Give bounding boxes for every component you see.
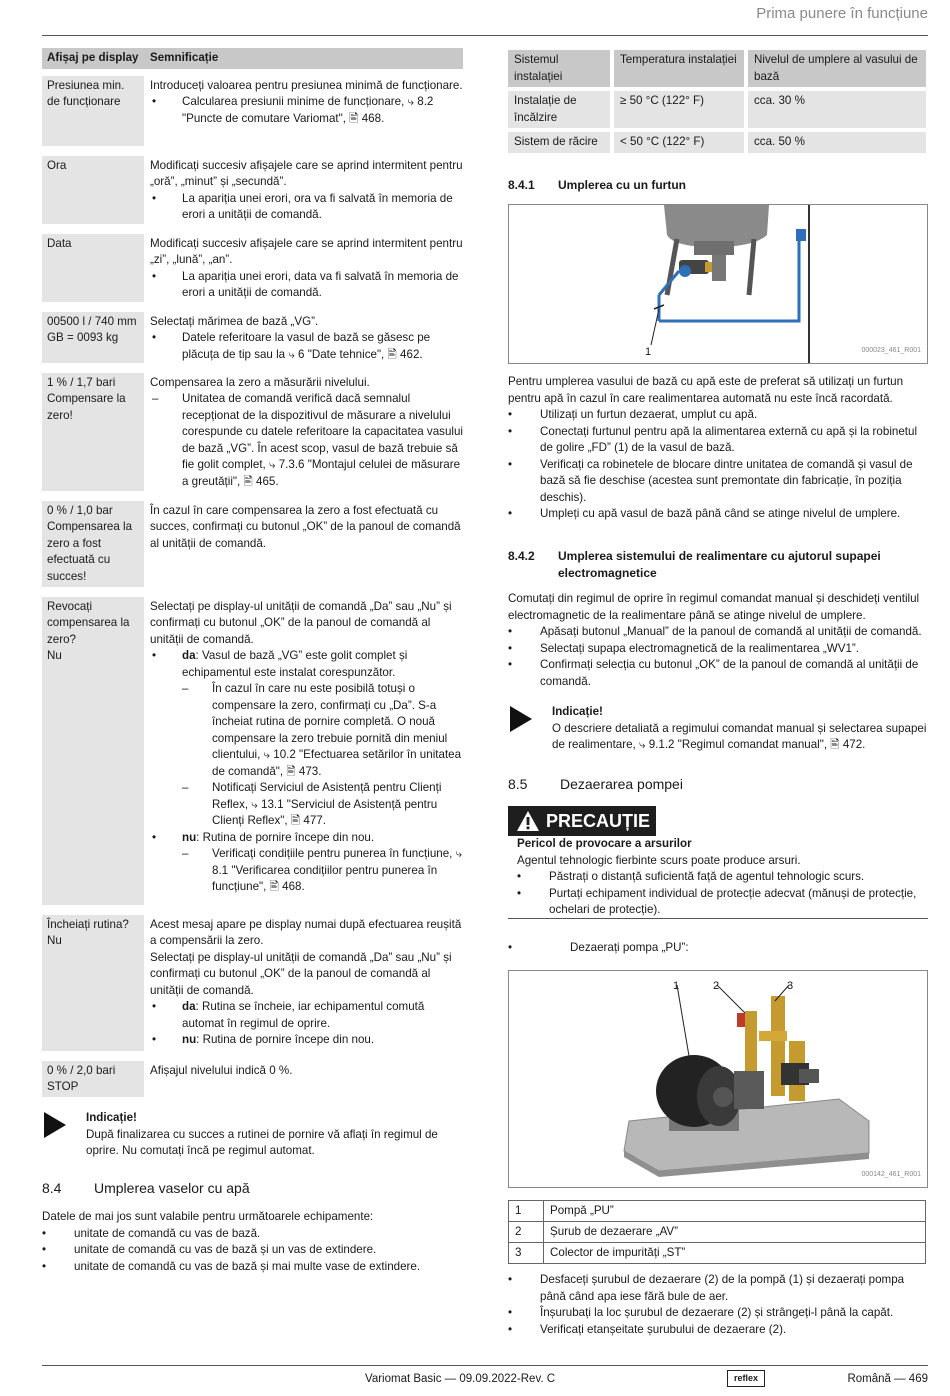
bullet-mark: • (152, 1033, 157, 1046)
bullet-mark: • (152, 1000, 157, 1013)
list-text: Confirmați selecția cu butonul „OK” de la panoul de comandă al unității de comandă. (540, 658, 919, 688)
list-item (508, 1272, 928, 1305)
table-header (42, 48, 463, 69)
table-row (42, 501, 463, 587)
bullet-list (508, 624, 928, 690)
table-cell: Colector de impurități „ST” (544, 1243, 926, 1264)
bullet-mark: • (508, 941, 513, 954)
row-key-line: Nu (47, 934, 62, 947)
dash-item (180, 780, 463, 830)
hose-fill-figure (508, 204, 928, 364)
section-number: 8.4.1 (508, 178, 535, 192)
note-title: Indicație! (552, 705, 603, 718)
keyword-text: : Rutina se încheie, iar echipamentul comută automat în regimul de oprire. (182, 1000, 425, 1030)
bullet-text (182, 648, 463, 681)
footer-document-info: Variomat Basic — 09.09.2022-Rev. C (365, 1373, 556, 1385)
row-key (42, 597, 144, 905)
section-title: Umplerea cu un furtun (558, 178, 687, 192)
dash-mark: – (182, 847, 189, 860)
list-item (508, 624, 928, 641)
list-item (508, 506, 928, 523)
table-row (42, 234, 463, 302)
figure-callout: 3 (787, 980, 794, 992)
bullet-mark: • (508, 507, 513, 520)
row-key: 1 % / 1,7 bari Compensare la zero! (42, 373, 144, 491)
table-cell: < 50 °C (122° F) (614, 132, 744, 153)
table-row (509, 1222, 926, 1243)
list-text: Umpleți cu apă vasul de bază până când se atinge nivelul de umplere. (540, 507, 901, 520)
list-item (508, 424, 928, 457)
list-text: unitate de comandă cu vas de bază. (74, 1226, 261, 1240)
table-row (42, 597, 463, 905)
figure-code: 000023_461_R001 (861, 346, 921, 354)
bullet-mark: • (508, 424, 513, 438)
bullet-text (182, 830, 463, 847)
bullet-mark: • (152, 269, 157, 283)
note-body: O descriere detaliată a regimului comandat manual și selectarea supapei de realimentare, ⤷ 9.1.2 "Regimul comandat manual", 🖹 472. (552, 721, 927, 751)
table-row (509, 1201, 926, 1222)
section-heading (42, 1180, 250, 1197)
bullet-mark: • (508, 625, 513, 638)
warning-icon (516, 810, 540, 832)
bullet-mark: • (517, 886, 522, 900)
row-value (144, 234, 463, 302)
dash-item (180, 681, 463, 780)
section-number: 8.5 (508, 776, 528, 792)
section-body (508, 374, 928, 523)
note-box (44, 1110, 444, 1160)
note-text (86, 1110, 444, 1160)
list-text: Purtați echipament individual de protecție adecvat (mănuși de protecție, ochelari de protecție). (549, 886, 917, 916)
list-text: Păstrați o distanță suficientă față de agentul tehnologic scurs. (549, 870, 865, 883)
display-meaning-table (42, 48, 463, 1107)
bullet-mark: • (152, 830, 157, 844)
table-row (42, 1061, 463, 1097)
pump-figure (508, 970, 928, 1188)
keyword: da (182, 649, 196, 662)
table-cell: 3 (509, 1243, 544, 1264)
figure-callout: 1 (673, 980, 680, 992)
note-arrow-icon (510, 706, 532, 732)
list-text: Verificați ca robinetele de blocare dintre unitatea de comandă și vasul de bază să fie deschise (acestea sunt premontate din fabricație, în poziția deschis). (540, 457, 913, 504)
dash-mark: – (182, 682, 189, 695)
row-text: Afișajul nivelului indică 0 %. (150, 1063, 293, 1077)
row-text: Selectați mărimea de bază „VG”. (150, 314, 319, 328)
table-cell: Pompă „PU” (544, 1201, 926, 1222)
bullet-text: Calcularea presiunii minime de funcționare, ⤷ 8.2 "Puncte de comutare Variomat", 🖹 468. (182, 95, 434, 125)
dash-item (180, 846, 463, 896)
bullet-mark: • (508, 1322, 513, 1336)
bullet-mark: • (42, 1259, 47, 1273)
keyword-text: : Rutina de pornire începe din nou. (196, 830, 375, 844)
caution-body (517, 836, 927, 919)
bullet-item (150, 999, 463, 1032)
bullet-mark: • (152, 95, 157, 108)
row-value (144, 1061, 463, 1097)
bullet-mark: • (517, 870, 522, 883)
dash-text: Notificați Serviciul de Asistență pentru Clienți Reflex, ⤷ 13.1 "Serviciul de Asistență pentru Clienți Reflex", 🖹 477. (212, 781, 442, 827)
list-item (508, 641, 928, 658)
parts-legend-table (508, 1200, 926, 1264)
row-text: Acest mesaj apare pe display numai după efectuarea reușită a compensării la zero. (150, 917, 462, 947)
bullet-mark: • (42, 1243, 47, 1256)
row-text: În cazul în care compensarea la zero a fost efectuată cu succes, confirmați cu butonul „OK” de la panoul de comandă al unității de comandă. (150, 503, 461, 550)
list-item (508, 457, 928, 507)
paragraph: Agentul tehnologic fierbinte scurs poate produce arsuri. (517, 853, 801, 867)
keyword: nu (182, 830, 197, 844)
bullet-item (150, 830, 463, 847)
list-text: Selectați supapa electromagnetică de la realimentarea „WV1”. (540, 641, 859, 655)
note-box (510, 704, 928, 754)
table-row (508, 91, 926, 128)
figure-code: 000142_461_R001 (861, 1170, 921, 1178)
section-title: Umplerea sistemului de realimentare cu ajutorul supapei electromagnetice (558, 549, 881, 580)
list-text: Înșurubați la loc șurubul de dezaerare (2) și strângeți-l până la capăt. (540, 1306, 894, 1319)
row-text: Compensarea la zero a măsurării nivelului. (150, 375, 370, 389)
dash-mark: – (152, 392, 159, 405)
row-key-line: Încheiați rutina? (47, 917, 129, 931)
list-item (508, 657, 928, 690)
note-arrow-icon (44, 1112, 66, 1138)
bullet-mark: • (508, 457, 513, 471)
table-cell: 1 (509, 1201, 544, 1222)
row-value (144, 501, 463, 587)
dash-text: Verificați condițiile pentru punerea în funcțiune, ⤷ 8.1 "Verificarea condițiilor pentru punerea în funcțiune", 🖹 468. (212, 847, 463, 893)
note-text (552, 704, 928, 754)
table-row (42, 915, 463, 1051)
table-row (42, 312, 463, 363)
list-item (517, 869, 927, 886)
bullet-mark: • (508, 658, 513, 671)
row-text: Modificați succesiv afișajele care se aprind intermitent pentru „zi”, „lună”, „an”. (150, 236, 463, 266)
list-text: Conectați furtunul pentru apă la alimentarea externă cu apă și la robinetul de golire „FD” (1) de la vasul de bază. (540, 424, 918, 454)
row-text: Introduceți valoarea pentru presiunea minimă de funcționare. (150, 78, 463, 92)
bullet-item (150, 1032, 463, 1049)
footer-rule (42, 1365, 928, 1366)
bullet-text (182, 1032, 463, 1049)
figure-callout: 2 (713, 980, 720, 992)
bullet-text: Datele referitoare la vasul de bază se găsesc pe plăcuța de tip sau la ⤷ 6 "Date tehnice", 🖹 462. (182, 331, 431, 361)
section-body (42, 1209, 463, 1275)
list-item (508, 1305, 928, 1322)
caution-title: Pericol de provocare a arsurilor (517, 837, 692, 850)
list-item (508, 407, 928, 424)
note-body: După finalizarea cu succes a rutinei de pornire vă aflați în regimul de oprire. Nu comutați încă pe regimul automat. (86, 1127, 438, 1157)
section-number: 8.4 (42, 1180, 62, 1196)
pump-step (508, 940, 928, 957)
dash-text: Unitatea de comandă verifică dacă semnalul recepționat de la dispozitivul de măsurare a nivelului corespunde cu datele referitoare la capacitatea vasului de bază „VG”. În acest scop, vasul de bază trebuie să fie golit complet, ⤷ 7.3.6 "Montajul celulei de măsurare a greutății", 🖹 465. (182, 392, 464, 488)
section-title: Dezaerarea pompei (560, 776, 683, 792)
bullet-mark: • (42, 1226, 47, 1240)
bullet-item (150, 330, 463, 363)
table-row (42, 156, 463, 224)
header-meaning: Semnificație (144, 48, 463, 69)
row-key: Data (42, 234, 144, 302)
bullet-mark: • (508, 1273, 513, 1286)
row-key: Presiunea min. de funcționare (42, 76, 144, 146)
row-value (144, 76, 463, 146)
bullet-mark: • (508, 1306, 513, 1319)
list-text: Apăsați butonul „Manual” de la panoul de comandă al unității de comandă. (540, 625, 922, 638)
keyword: nu (182, 1033, 197, 1046)
bullet-text (182, 999, 463, 1032)
row-value (144, 156, 463, 224)
list-text: Utilizați un furtun dezaerat, umplut cu apă. (540, 408, 758, 421)
vessel-illustration (509, 205, 927, 363)
row-key: 0 % / 1,0 bar Compensarea la zero a fost efectuată cu succes! (42, 501, 144, 587)
row-key-line: Revocați compensarea la zero? (47, 599, 130, 646)
header-cell: Nivelul de umplere al vasului de bază (748, 50, 926, 87)
bullet-item (150, 94, 463, 127)
bullet-item (150, 648, 463, 681)
dash-mark: – (182, 781, 189, 794)
row-key (42, 915, 144, 1051)
row-key: 00500 l / 740 mm GB = 0093 kg (42, 312, 144, 363)
list-text: Verificați etanșeitate șurubului de dezaerare (2). (540, 1322, 787, 1336)
list-item (42, 1242, 463, 1259)
bullet-mark: • (152, 331, 157, 344)
caution-banner (508, 806, 656, 836)
section-title: Umplerea vaselor cu apă (94, 1180, 250, 1196)
header-cell: Temperatura instalației (614, 50, 744, 87)
bullet-list (42, 1226, 463, 1276)
figure-callout: 1 (645, 346, 652, 358)
row-text: Selectați pe display-ul unității de comandă „Da” sau „Nu” și confirmați cu butonul „OK” de la panoul de comandă al unității de comandă. (150, 599, 452, 646)
bullet-mark: • (508, 408, 513, 421)
header-cell: Sistemul instalației (508, 50, 610, 87)
row-value (144, 312, 463, 363)
caution-label: PRECAUȚIE (546, 810, 651, 831)
list-item (42, 1226, 463, 1243)
row-value (144, 915, 463, 1051)
step-text: Dezaerați pompa „PU”: (570, 941, 689, 954)
bullet-item (150, 191, 463, 224)
table-row (42, 76, 463, 146)
paragraph: Comutați din regimul de oprire în regimul comandat manual și deschideți ventilul electromagnetic de la realimentare până se atinge nivelul de umplere. (508, 592, 920, 622)
table-row (509, 1243, 926, 1264)
list-item (508, 1322, 928, 1339)
fill-level-table (508, 50, 926, 157)
row-value (144, 597, 463, 905)
row-key-line: Nu (47, 649, 62, 662)
subsection-heading (508, 177, 686, 194)
table-row (42, 373, 463, 491)
section-body (508, 591, 928, 690)
row-text: Selectați pe display-ul unității de comandă „Da” sau „Nu” și confirmați cu butonul „OK” de la panoul de comandă al unității de comandă. (150, 950, 452, 997)
bullet-text: La apariția unei erori, data va fi salvată în memoria de erori a unității de comandă. (182, 269, 459, 299)
list-item (517, 886, 927, 919)
list-text: unitate de comandă cu vas de bază și mai multe vase de extindere. (74, 1259, 421, 1273)
table-cell: 2 (509, 1222, 544, 1243)
row-key: 0 % / 2,0 bari STOP (42, 1061, 144, 1097)
paragraph: Datele de mai jos sunt valabile pentru următoarele echipamente: (42, 1210, 374, 1223)
list-item (42, 1259, 463, 1276)
section-number: 8.4.2 (508, 549, 535, 563)
bullet-mark: • (152, 649, 157, 662)
bullet-mark: • (508, 641, 513, 655)
caution-rule (508, 918, 928, 919)
table-row (508, 132, 926, 153)
bullet-list (508, 1272, 928, 1338)
table-header (508, 50, 926, 87)
bullet-text: La apariția unei erori, ora va fi salvată în memoria de erori a unității de comandă. (182, 191, 453, 221)
paragraph: Pentru umplerea vasului de bază cu apă este de preferat să utilizați un furtun pentru apă în cazul în care realimentarea automată nu este încă racordată. (508, 375, 904, 405)
keyword-text: : Vasul de bază „VG” este golit complet și echipamentul este instalat corespunzător. (182, 649, 408, 679)
page-header-title: Prima punere în funcțiune (756, 5, 928, 22)
row-value (144, 373, 463, 491)
table-cell: ≥ 50 °C (122° F) (614, 91, 744, 128)
keyword-text: : Rutina de pornire începe din nou. (196, 1033, 375, 1046)
table-cell: Instalație de încălzire (508, 91, 610, 128)
list-text: unitate de comandă cu vas de bază și un vas de extindere. (74, 1243, 377, 1256)
keyword: da (182, 1000, 196, 1013)
note-title: Indicație! (86, 1111, 137, 1124)
dash-item (150, 391, 463, 490)
bullet-list (517, 869, 927, 919)
subsection-heading (508, 548, 908, 581)
bullet-list (508, 407, 928, 523)
pump-illustration (509, 971, 927, 1187)
header-display: Afișaj pe display (42, 48, 144, 69)
table-cell: Șurub de dezaerare „AV” (544, 1222, 926, 1243)
section-heading (508, 776, 683, 793)
table-cell: cca. 30 % (748, 91, 926, 128)
header-rule (42, 35, 928, 36)
bullet-mark: • (152, 191, 157, 205)
table-cell: Sistem de răcire (508, 132, 610, 153)
footer-page-number: Română — 469 (847, 1373, 928, 1385)
section-body (508, 1272, 928, 1338)
dash-text: În cazul în care nu este posibilă totuși o compensare la zero, confirmați cu „Da”. S-a încheiat rutina de pornire completă. O nouă compensare la zero trebuie pornită din meniul clientului, ⤷ 10.2 "Efectuarea setărilor în unitatea de comandă", 🖹 473. (212, 682, 462, 778)
bullet-item (150, 269, 463, 302)
list-text: Desfaceți șurubul de dezaerare (2) de la pompă (1) și dezaerați pompa până când apa iese fără bule de aer. (540, 1273, 905, 1303)
row-text: Modificați succesiv afișajele care se aprind intermitent pentru „oră”, „minut” și „secundă”. (150, 158, 463, 188)
row-key: Ora (42, 156, 144, 224)
reflex-logo: reflex (727, 1370, 765, 1387)
table-cell: cca. 50 % (748, 132, 926, 153)
